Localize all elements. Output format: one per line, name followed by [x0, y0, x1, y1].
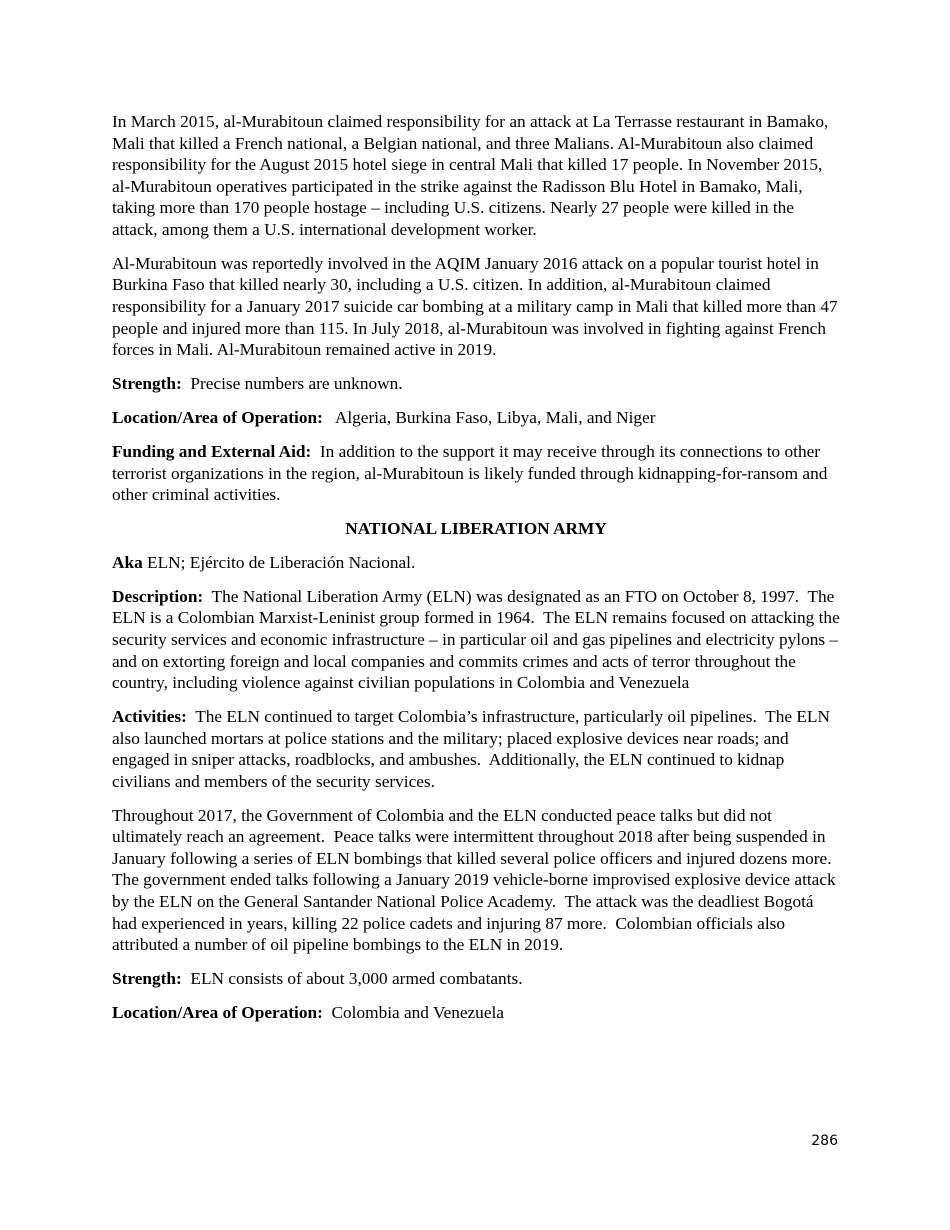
section-heading: NATIONAL LIBERATION ARMY	[345, 518, 607, 538]
field-value: Precise numbers are unknown.	[181, 374, 403, 394]
field-label: Strength:	[112, 969, 182, 989]
field-value: ELN consists of about 3,000 armed combatants.	[181, 969, 523, 989]
field-value: The ELN continued to target Colombia’s infrastructure, particularly oil pipelines. The ELN also launched mortars at police stations and the military; placed explosive devices near roads; and engaged in sniper attacks, roadblocks, and ambushes. Additionally, the ELN continued to kidnap civilians and members of the security services.	[112, 707, 835, 791]
field-label: Funding and External Aid:	[112, 441, 312, 461]
field-value: The National Liberation Army (ELN) was designated as an FTO on October 8, 1997. The ELN is a Colombian Marxist-Leninist group formed in 1964. The ELN remains focused on attacking the security services and economic infrastructure – in particular oil and gas pipelines and electricity pylons – and on extorting foreign and local companies and commits crimes and acts of terror throughout the country, including violence against civilian populations in Colombia and Venezuela	[112, 586, 845, 693]
murabitoun-funding-entry	[112, 441, 840, 506]
body-paragraph: Al-Murabitoun was reportedly involved in the AQIM January 2016 attack on a popular tourist hotel in Burkina Faso that killed nearly 30, including a U.S. citizen. In addition, al-Murabitoun claimed responsibility for a January 2017 suicide car bombing at a military camp in Mali that killed more than 47 people and injured more than 115. In July 2018, al-Murabitoun was involved in fighting against French forces in Mali. Al-Murabitoun remained active in 2019.	[112, 253, 838, 360]
field-value: Colombia and Venezuela	[322, 1003, 504, 1023]
field-label: Location/Area of Operation:	[112, 408, 323, 428]
eln-aka-entry	[112, 552, 840, 574]
field-value: ELN; Ejército de Liberación Nacional.	[142, 552, 416, 572]
field-label: Location/Area of Operation:	[112, 1003, 323, 1023]
field-value: In addition to the support it may receive through its connections to other terrorist organizations in the region, al-Murabitoun is likely funded through kidnapping-for-ransom and other criminal activities.	[112, 441, 832, 505]
field-value: Algeria, Burkina Faso, Libya, Mali, and Niger	[322, 408, 656, 428]
page-number: 286	[811, 1133, 838, 1149]
eln-location-entry	[112, 1002, 840, 1024]
field-label: Strength:	[112, 374, 182, 394]
field-label: Activities:	[112, 707, 187, 727]
murabitoun-location-entry	[112, 407, 840, 429]
eln-strength-entry	[112, 968, 840, 990]
body-paragraph: Throughout 2017, the Government of Colombia and the ELN conducted peace talks but did not ultimately reach an agreement. Peace talks were intermittent throughout 2018 after being suspended in January following a series of ELN bombings that killed several police officers and injured dozens more. The government ended talks following a January 2019 vehicle-borne improvised explosive device attack by the ELN on the General Santander National Police Academy. The attack was the deadliest Bogotá had experienced in years, killing 22 police cadets and injuring 87 more. Colombian officials also attributed a number of oil pipeline bombings to the ELN in 2019.	[112, 805, 840, 955]
murabitoun-strength-entry	[112, 373, 840, 395]
body-paragraph: In March 2015, al-Murabitoun claimed responsibility for an attack at La Terrasse restaurant in Bamako, Mali that killed a French national, a Belgian national, and three Malians. Al-Murabitoun also claimed responsibility for the August 2015 hotel siege in central Mali that killed 17 people. In November 2015, al-Murabitoun operatives participated in the strike against the Radisson Blu Hotel in Bamako, Mali, taking more than 170 people hostage – including U.S. citizens. Nearly 27 people were killed in the attack, among them a U.S. international development worker.	[112, 112, 829, 239]
eln-description-entry	[112, 586, 845, 694]
field-label: Aka	[112, 552, 143, 572]
eln-activities-entry	[112, 706, 840, 792]
document-page	[112, 111, 845, 1036]
field-label: Description:	[112, 586, 204, 606]
